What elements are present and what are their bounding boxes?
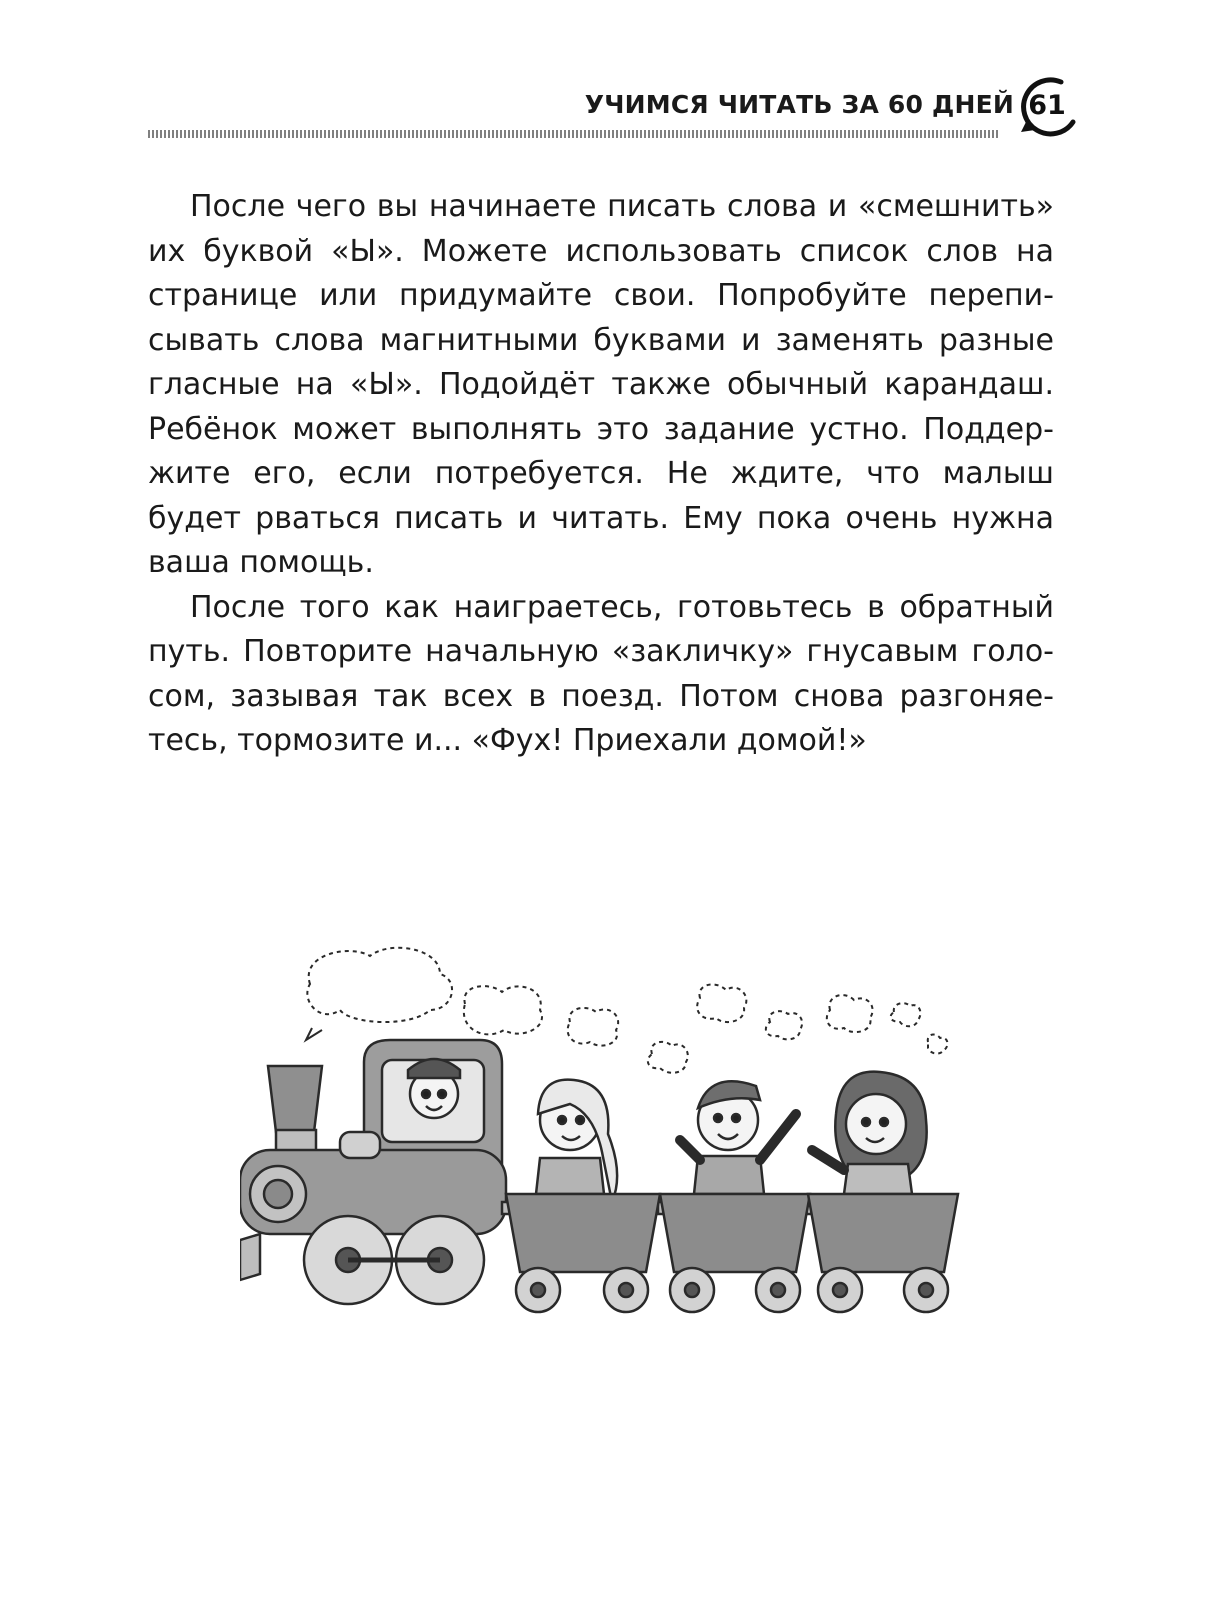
- page-number: 61: [1028, 90, 1066, 121]
- running-header: [0, 68, 1226, 148]
- paragraph: После чего вы начинаете писать слова и «смешнить» их буквой «Ы». Можете использовать список слов на странице или придумайте свои. Попробуйте переписывать слова магнитными буквами и заменять разные гласные на «Ы». Подойдёт также обычный карандаш. Ребёнок может выполнять это задание устно. Поддержите его, если потребуется. Не ждите, что малыш будет рваться писать и читать. Ему пока очень нужна ваша помощь.: [148, 189, 1054, 580]
- train-illustration: [240, 944, 960, 1340]
- train-with-children-icon: [240, 944, 960, 1340]
- body-text: [148, 185, 1054, 764]
- paragraph: После того как наиграетесь, готовьтесь в обратный путь. Повторите начальную «закличку» гнусавым голосом, зазывая так всех в поезд. Потом снова разгоняетесь, тормозите и... «Фух! Приехали домой!»: [148, 589, 1054, 758]
- running-title: УЧИМСЯ ЧИТАТЬ ЗА 60 ДНЕЙ: [584, 90, 1014, 119]
- page-number-badge: [1015, 72, 1089, 146]
- header-divider: [148, 130, 1000, 138]
